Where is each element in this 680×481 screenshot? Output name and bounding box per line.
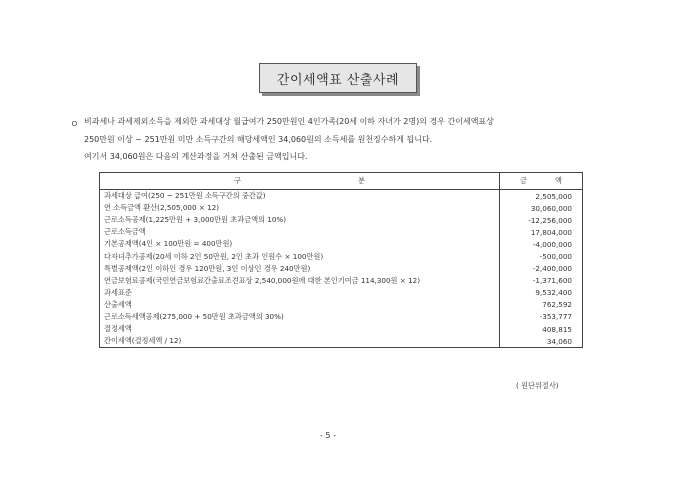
row-item: 근로소득세액공제(275,000 + 50만원 초과금액의 30%) [100, 311, 500, 323]
row-item: 과세표준 [100, 287, 500, 299]
table-row [100, 263, 583, 275]
row-item: 간이세액(결정세액 / 12) [100, 335, 500, 348]
row-item: 결정세액 [100, 323, 500, 335]
row-amount: 9,532,400 [500, 287, 583, 299]
header-amount [500, 173, 583, 190]
row-amount: -500,000 [500, 250, 583, 262]
header-item-b: 분 [358, 176, 365, 185]
table-row [100, 287, 583, 299]
row-amount: 762,592 [500, 299, 583, 311]
table-row [100, 214, 583, 226]
row-amount: -4,000,000 [500, 238, 583, 250]
calculation-table [99, 172, 583, 348]
paragraph-line-3: 여기서 34,060원은 다음의 계산과정을 거쳐 산출된 금액입니다. [84, 152, 308, 161]
table-row [100, 250, 583, 262]
row-item: 산출세액 [100, 299, 500, 311]
row-amount: 34,060 [500, 335, 583, 348]
row-amount: 408,815 [500, 323, 583, 335]
table-row [100, 275, 583, 287]
row-amount: -12,256,000 [500, 214, 583, 226]
row-amount: -1,371,600 [500, 275, 583, 287]
row-item: 특별공제액(2인 이하인 경우 120만원, 3인 이상인 경우 240만원) [100, 263, 500, 275]
table-row [100, 323, 583, 335]
row-amount: -353,777 [500, 311, 583, 323]
row-item: 근로소득공제(1,225만원 + 3,000만원 초과금액의 10%) [100, 214, 500, 226]
header-item-a: 구 [234, 176, 241, 185]
table-row [100, 202, 583, 214]
row-amount: 17,804,000 [500, 226, 583, 238]
table-header-row [100, 173, 583, 190]
table-row [100, 335, 583, 348]
table-row [100, 226, 583, 238]
table-row [100, 311, 583, 323]
row-item: 근로소득금액 [100, 226, 500, 238]
row-amount: 30,060,000 [500, 202, 583, 214]
paragraph-line-2: 250만원 이상 ~ 251만원 미만 소득구간의 해당세액인 34,060원의 소득세를 원천징수하게 됩니다. [84, 135, 433, 144]
page-title [259, 63, 417, 93]
header-item [100, 173, 500, 190]
row-item: 연 소득금액 환산(2,505,000 × 12) [100, 202, 500, 214]
row-amount: 2,505,000 [500, 190, 583, 203]
row-item: 연금보험료공제(국민연금보험료간출료조견표상 2,540,000원에 대한 본인기여금 114,300원 × 12) [100, 275, 500, 287]
row-amount: -2,400,000 [500, 263, 583, 275]
page-title-text: 간이세액표 산출사례 [276, 72, 400, 88]
row-item: 과세대상 급여(250 ~ 251만원 소득구간의 중간값) [100, 190, 500, 203]
row-item: 기본공제액(4인 × 100만원 = 400만원) [100, 238, 500, 250]
bullet-marker: ㅇ [70, 120, 79, 130]
paragraph-line-1: 비과세나 과세제외소득을 제외한 과세대상 월급여가 250만원인 4인가족(20세 이하 자녀가 2명)의 경우 간이세액표상 [84, 117, 494, 126]
table-row [100, 238, 583, 250]
table-row [100, 190, 583, 203]
table-row [100, 299, 583, 311]
row-item: 다자녀추가공제(20세 이하 2인 50만원, 2인 초과 인원수 × 100만원) [100, 250, 500, 262]
header-amount-b: 액 [555, 176, 562, 185]
header-amount-a: 금 [520, 176, 527, 185]
unit-note: ( 원단위절사) [516, 381, 559, 390]
page-number: - 5 - [320, 431, 336, 440]
